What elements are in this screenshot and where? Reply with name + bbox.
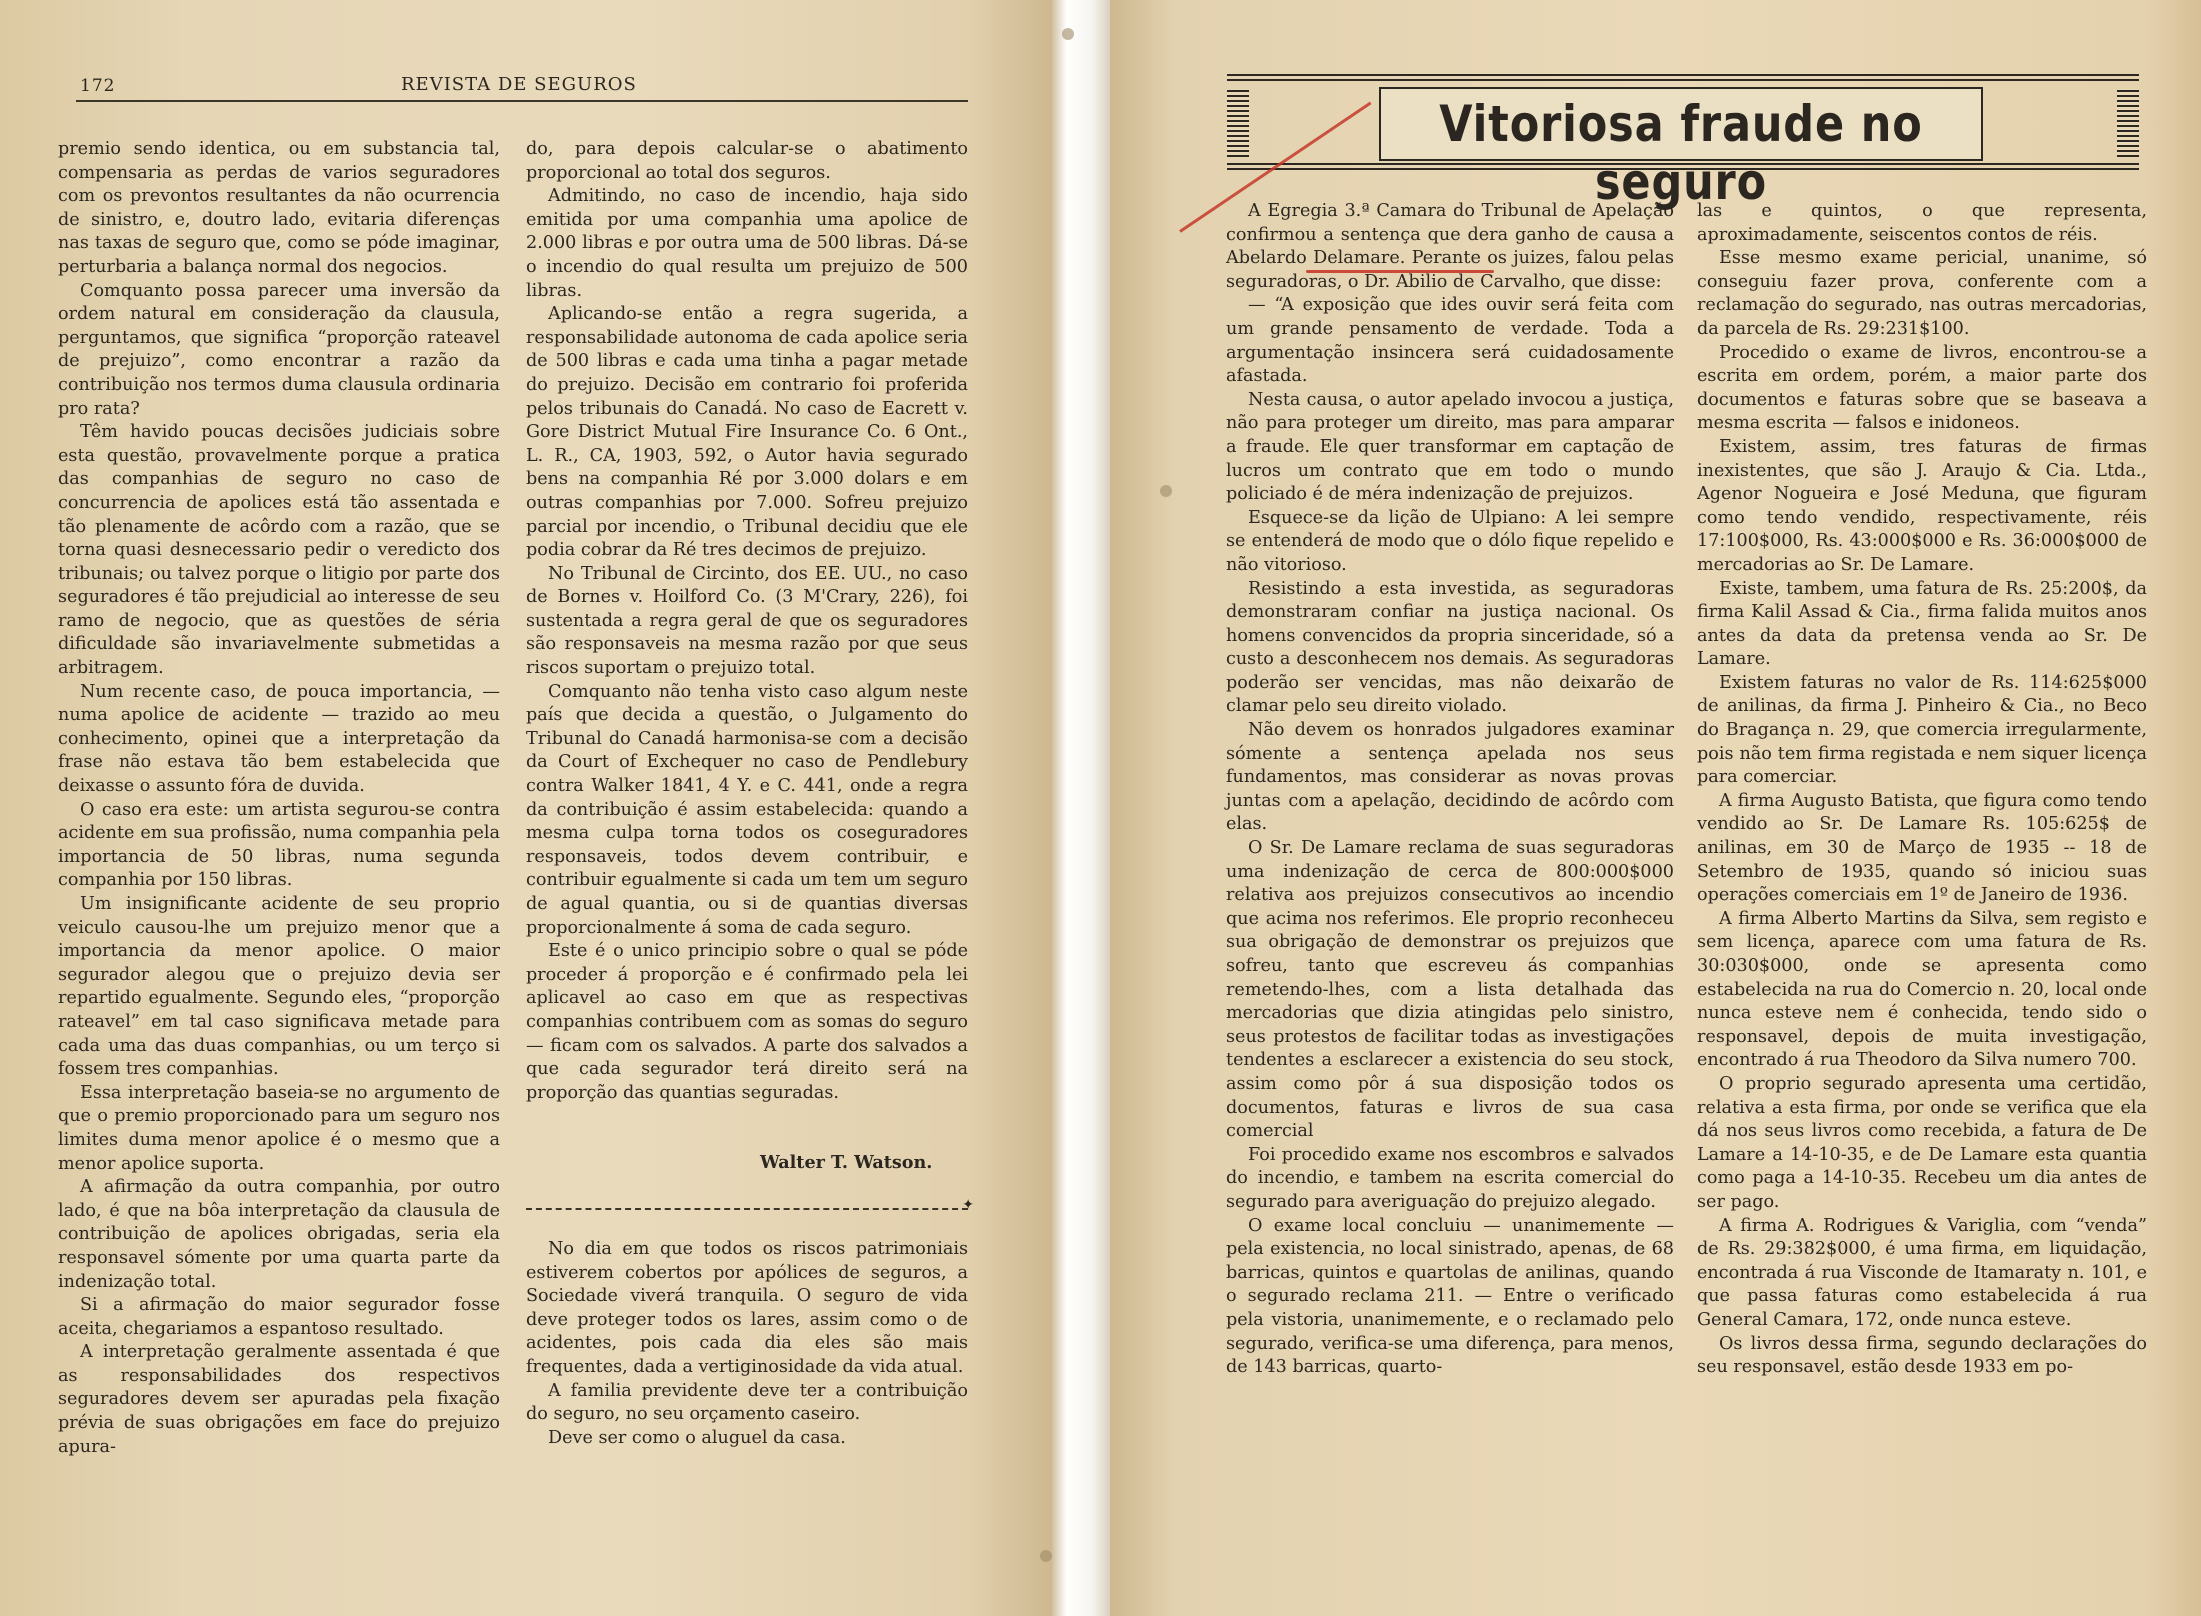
heading-box	[1379, 87, 1983, 211]
paragraph: O Sr. De Lamare reclama de suas seguradoras uma indenização de cerca de 800:000$000 relativa aos prejuizos consecutivos ao incendio que acima nos referimos. Ele proprio reconheceu sua obrigação de demonstrar os prejuizos que sofreu, tanto que escreveu ás companhias remetendo-lhes, com a lista detalhada das mercadorias que dizia atingidas pelo sinistro, seus protestos de facilitar todas as investigações tendentes a esclarecer a existencia do seu stock, assim como pôr á sua disposição todos os documentos, faturas e livros de sua casa comercial	[1226, 838, 1674, 1142]
paragraph: Si a afirmação do maior segurador fosse aceita, chegariamos a espantoso resultado.	[58, 1295, 500, 1339]
left-column-2	[526, 138, 968, 1105]
paragraph: O proprio segurado apresenta uma certidão, relativa a esta firma, por onde se verifica que ela dá nos seus livros como recebida, a fatura de De Lamare a 14-10-35, e de De Lamare esta quantia como paga a 14-10-35. Recebeu um dia antes de ser pago.	[1697, 1073, 2147, 1212]
article-heading: Vitoriosa fraude no seguro	[1439, 95, 1923, 211]
paragraph: No Tribunal de Circinto, dos EE. UU., no caso de Bornes v. Hoilford Co. (3 M'Crary, 226), foi sustentada a regra geral de que os seguradores são responsaveis na mesma razão por que seus riscos suportam o prejuizo total.	[526, 563, 968, 679]
left-column-1	[58, 138, 500, 1459]
right-column-1	[1226, 200, 1674, 1380]
paragraph: A familia previdente deve ter a contribuição do seguro, no seu orçamento caseiro.	[526, 1380, 968, 1425]
page-tear-mark	[1040, 1550, 1052, 1562]
page-number: 172	[80, 76, 116, 96]
banner-ornament-right	[2117, 89, 2139, 157]
paragraph: A firma A. Rodrigues & Variglia, com “venda” de Rs. 29:382$000, é uma firma, em liquidação, encontrada á rua Visconde de Itamaraty n. 101, e que passa faturas como estabelecida á rua General Camara, 172, onde nunca esteve.	[1697, 1215, 2147, 1330]
paragraph: Têm havido poucas decisões judiciais sobre esta questão, provavelmente porque a pratica das companhias de seguro no caso de concurrencia de apolices está tão assentada e tão plenamente de acôrdo com a razão, que se torna quasi desnecessario pedir o veredicto dos tribunais; ou talvez porque o litigio por parte dos seguradores é tão prejudicial ao interesse de seu ramo de negocio, que as questões de séria dificuldade são invariavelmente submetidas a arbitragem.	[58, 422, 500, 679]
paragraph: Deve ser como o aluguel da casa.	[548, 1427, 846, 1448]
paragraph: — “A exposição que ides ouvir será feita com um grande pensamento de verdade. Toda a argumentação insincera será cuidadosamente afastada.	[1226, 295, 1674, 387]
paragraph: Admitindo, no caso de incendio, haja sido emitida por uma companhia uma apolice de 2.000 libras e por outra uma de 500 libras. Dá-se o incendio do qual resulta um prejuizo de 500 libras.	[526, 186, 968, 301]
paragraph: Esse mesmo exame pericial, unanime, só conseguiu fazer prova, conferente com a reclamação do segurado, nas outras mercadorias, da parcela de Rs. 29:231$100.	[1697, 248, 2147, 339]
paragraph: Não devem os honrados julgadores examinar sómente a sentença apelada nos seus fundamentos, mas considerar as novas provas juntas com a apelação, decidindo de acôrdo com elas.	[1226, 720, 1674, 835]
right-column-2	[1697, 200, 2147, 1380]
paragraph: Os livros dessa firma, segundo declarações do seu responsavel, estão desde 1933 em po-	[1697, 1333, 2147, 1378]
running-title: REVISTA DE SEGUROS	[401, 74, 637, 95]
paragraph: premio sendo identica, ou em substancia tal, compensaria as perdas de varios seguradores com os prevontos resultantes da não ocurrencia de sinistro, e, doutro lado, evitaria diferenças nas taxas de seguro que, como se póde imaginar, perturbaria a balança normal dos negocios.	[58, 139, 500, 277]
paragraph: do, para depois calcular-se o abatimento proporcional ao total dos seguros.	[526, 139, 968, 183]
paragraph: Este é o unico principio sobre o qual se póde proceder á proporção e é confirmado pela lei aplicavel ao caso em que as respectivas companhias contribuem com as somas do seguro — ficam com os salvados. A parte dos salvados a que cada segurador terá direito será na proporção das quantias seguradas.	[526, 941, 968, 1103]
paragraph: Nesta causa, o autor apelado invocou a justiça, não para proteger um direito, mas para amparar a fraude. Ele quer transformar em captação de lucros um contrato que em todo o mundo policiado é de méra indenização de prejuizos.	[1226, 389, 1674, 505]
banner-ornament-left	[1227, 89, 1249, 157]
paragraph: Um insignificante acidente de seu proprio veiculo causou-lhe um prejuizo menor que a importancia da menor apolice. O maior segurador alegou que o prejuizo devia ser repartido egualmente. Segundo eles, “proporção rateavel” em tal caso significava metade para cada uma das duas companhias, ou um terço si fossem tres companhias.	[58, 894, 500, 1080]
paragraph: A interpretação geralmente assentada é que as responsabilidades dos respectivos seguradores devem ser apuradas pela fixação prévia de suas obrigações em face do prejuizo apura-	[58, 1342, 500, 1457]
book-gutter	[1052, 0, 1110, 1616]
paragraph: Comquanto não tenha visto caso algum neste país que decida a questão, o Julgamento do Tribunal do Canadá harmonisa-se com a decisão da Court of Exchequer no caso de Pendlebury contra Walker 1841, 4 Y. e C. 441, onde a regra da contribuição é assim estabelecida: quando a mesma culpa torna todos os coseguradores responsaveis, todos devem contribuir, e contribuir egualmente si cada um tem um seguro de agual quantia, ou si de quantias diversas proporcionalmente á soma de cada seguro.	[526, 681, 968, 938]
paragraph: Comquanto possa parecer uma inversão da ordem natural em consideração da clausula, perguntamos, que significa “proporção rateavel de prejuizo”, como encontrar a razão da contribuição nos termos duma clausula ordinaria pro rata?	[58, 280, 500, 419]
paragraph: Aplicando-se então a regra sugerida, a responsabilidade autonoma de cada apolice seria de 500 libras e cada uma tinha a pagar metade do prejuizo. Decisão em contrario foi proferida pelos tribunais do Canadá. No caso de Eacrett v. Gore District Mutual Fire Insurance Co. 6 Ont., L. R., CA, 1903, 592, o Autor havia segurado bens na companhia Ré por 3.000 dolars e em outras companhias por 7.000. Sofreu prejuizo parcial por incendio, o Tribunal decidiu que ele podia cobrar da Ré tres decimos de prejuizo.	[526, 304, 968, 561]
paragraph: Esquece-se da lição de Ulpiano: A lei sempre se entenderá de modo que o dólo fique repelido e não vitorioso.	[1226, 507, 1674, 575]
left-column-2-lower	[526, 1238, 968, 1450]
paragraph: O caso era este: um artista segurou-se contra acidente em sua profissão, numa companhia pela importancia de 50 libras, numa segunda companhia por 150 libras.	[58, 799, 500, 891]
paragraph: A firma Alberto Martins da Silva, sem registo e sem licença, aparece com uma fatura de Rs. 30:030$000, onde se apresenta como estabelecida na rua do Comercio n. 20, local onde nunca esteve nem é conhecida, tendo sido o responsavel, depois de muita investigação, encontrado á rua Theodoro da Silva numero 700.	[1697, 908, 2147, 1071]
page-tear-mark	[1062, 28, 1074, 40]
paragraph: A firma Augusto Batista, que figura como tendo vendido ao Sr. De Lamare Rs. 105:625$ de anilinas, em 30 de Março de 1935 -- 18 de Setembro de 1935, quando só iniciou suas operações comerciais em 1º de Janeiro de 1936.	[1697, 790, 2147, 906]
page-tear-mark	[1160, 485, 1172, 497]
paragraph: Procedido o exame de livros, encontrou-se a escrita em ordem, porém, a maior parte dos documentos e faturas sobre que se baseava a mesma escrita — falsos e inidoneos.	[1697, 342, 2147, 434]
paragraph: Num recente caso, de pouca importancia, — numa apolice de acidente — trazido ao meu conhecimento, opinei que a interpretação da frase não estava tão bem estabelecida que deixasse o assunto fóra de duvida.	[58, 681, 500, 797]
paragraph: O exame local concluiu — unanimemente — pela existencia, no local sinistrado, apenas, de 68 barricas, quintos e quartolas de anilinas, quando o segurado reclama 211. — Entre o verificado pela vistoria, unanimemente, e o reclamado pelo segurado, verifica-se uma diferença, para menos, de 143 barricas, quarto-	[1226, 1215, 1674, 1378]
paragraph: A afirmação da outra companhia, por outro lado, é que na bôa interpretação da clausula de contribuição de apolices obrigadas, seria ela responsavel sómente por uma quarta parte da indenização total.	[58, 1177, 500, 1292]
paragraph: Existe, tambem, uma fatura de Rs. 25:200$, da firma Kalil Assad & Cia., firma falida muitos anos antes da data da pretensa venda ao Sr. De Lamare.	[1697, 578, 2147, 670]
author-signature: Walter T. Watson.	[760, 1152, 933, 1173]
paragraph: las e quintos, o que representa, aproximadamente, seiscentos contos de réis.	[1697, 201, 2147, 245]
article-heading-banner	[1227, 74, 2139, 211]
paragraph: Foi procedido exame nos escombros e salvados do incendio, e tambem na escrita comercial do segurado para averiguação do prejuizo alegado.	[1226, 1144, 1674, 1212]
section-divider	[526, 1208, 968, 1220]
running-head	[76, 74, 968, 102]
paragraph: No dia em que todos os riscos patrimoniais estiverem cobertos por apólices de seguros, a Sociedade viverá tranquila. O seguro de vida deve proteger todos os lares, assim como o de acidentes, pois cada dia eles são mais frequentes, dada a vertiginosidade da vida atual.	[526, 1239, 968, 1377]
left-page	[0, 0, 1052, 1616]
paragraph: A Egregia 3.ª Camara do Tribunal de Apelação confirmou a sentença que dera ganho de causa a Abelardo Delamare. Perante os juizes, falou pelas seguradoras, o Dr. Abilio de Carvalho, que disse:	[1226, 201, 1674, 292]
paragraph: Essa interpretação baseia-se no argumento de que o premio proporcionado para um seguro nos limites duma menor apolice é o mesmo que a menor apolice suporta.	[58, 1082, 500, 1174]
paragraph: Existem, assim, tres faturas de firmas inexistentes, que são J. Araujo & Cia. Ltda., Agenor Nogueira e José Meduna, que figuram como tendo vendido, respectivamente, réis 17:100$000, Rs. 43:000$000 e Rs. 36:000$000 de mercadorias ao Sr. De Lamare.	[1697, 436, 2147, 575]
paragraph: Existem faturas no valor de Rs. 114:625$000 de anilinas, da firma J. Pinheiro & Cia., no Beco do Bragança n. 29, que comercia irregularmente, pois não tem firma registada e nem siquer licença para comerciar.	[1697, 672, 2147, 788]
paragraph: Resistindo a esta investida, as seguradoras demonstraram confiar na justiça nacional. Os homens convencidos da propria sinceridade, só a custo a desconhecem nos demais. As seguradoras poderão ser vencidas, mas não deixarão de clamar pelo seu direito violado.	[1226, 578, 1674, 717]
